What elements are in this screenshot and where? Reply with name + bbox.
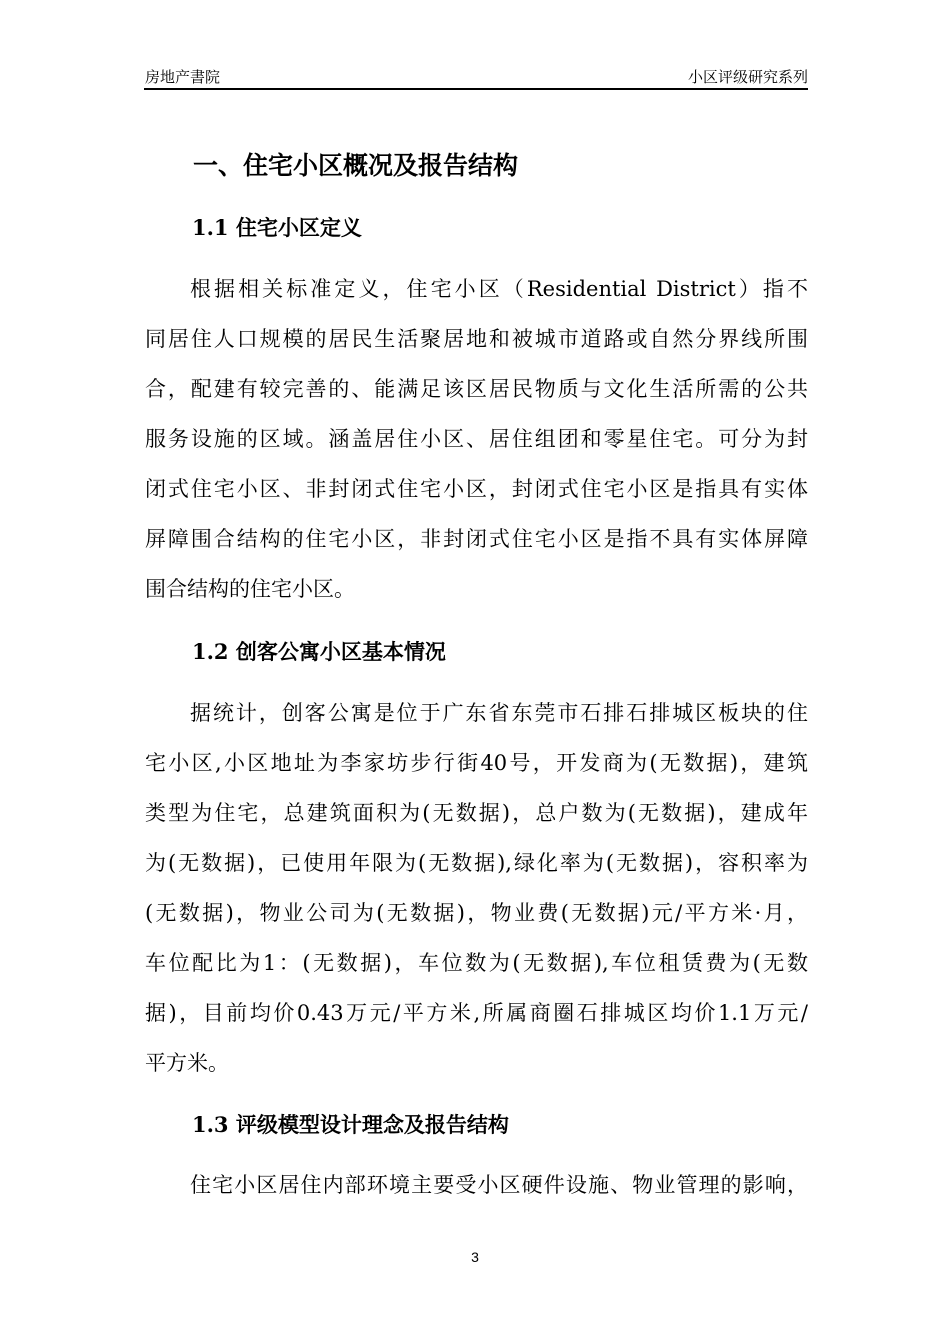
paragraph-line: 宅小区,小区地址为李家坊步行街40号，开发商为(无数据)，建筑 [145, 751, 808, 775]
paragraph-line: 据)，目前均价0.43万元/平方米,所属商圈石排城区均价1.1万元/ [145, 1001, 808, 1025]
paragraph-line: 围合结构的住宅小区。 [145, 577, 355, 601]
paragraph-line: 同居住人口规模的居民生活聚居地和被城市道路或自然分界线所围 [145, 327, 808, 351]
header-left: 房地产書院 [145, 69, 221, 86]
paragraph-line: 车位配比为1：(无数据)，车位数为(无数据),车位租赁费为(无数 [145, 951, 808, 975]
paragraph-line: 据统计，创客公寓是位于广东省东莞市石排石排城区板块的住 [190, 701, 808, 725]
paragraph-line: 住宅小区居住内部环境主要受小区硬件设施、物业管理的影响， [190, 1173, 808, 1197]
paragraph-line: 服务设施的区域。涵盖居住小区、居住组团和零星住宅。可分为封 [145, 427, 808, 451]
header-rule [144, 88, 808, 90]
header-right: 小区评级研究系列 [687, 69, 808, 86]
paragraph-line: (无数据)，物业公司为(无数据)，物业费(无数据)元/平方米·月， [145, 901, 808, 925]
paragraph-line: 闭式住宅小区、非封闭式住宅小区，封闭式住宅小区是指具有实体 [145, 477, 808, 501]
section-heading: 1.2 创客公寓小区基本情况 [192, 639, 446, 664]
paragraph-line: 平方米。 [145, 1051, 229, 1075]
paragraph-line: 为(无数据)，已使用年限为(无数据),绿化率为(无数据)，容积率为 [145, 851, 808, 875]
paragraph-line: 屏障围合结构的住宅小区，非封闭式住宅小区是指不具有实体屏障 [145, 527, 808, 551]
chapter-title: 一、住宅小区概况及报告结构 [193, 151, 519, 180]
section-heading: 1.1 住宅小区定义 [192, 215, 362, 240]
paragraph-line: 合，配建有较完善的、能满足该区居民物质与文化生活所需的公共 [145, 377, 808, 401]
paragraph-line: 类型为住宅，总建筑面积为(无数据)，总户数为(无数据)，建成年 [145, 801, 808, 825]
section-heading: 1.3 评级模型设计理念及报告结构 [192, 1112, 509, 1137]
paragraph-line: 根据相关标准定义，住宅小区（Residential District）指不 [190, 277, 808, 301]
page-number: 3 [471, 1249, 479, 1265]
